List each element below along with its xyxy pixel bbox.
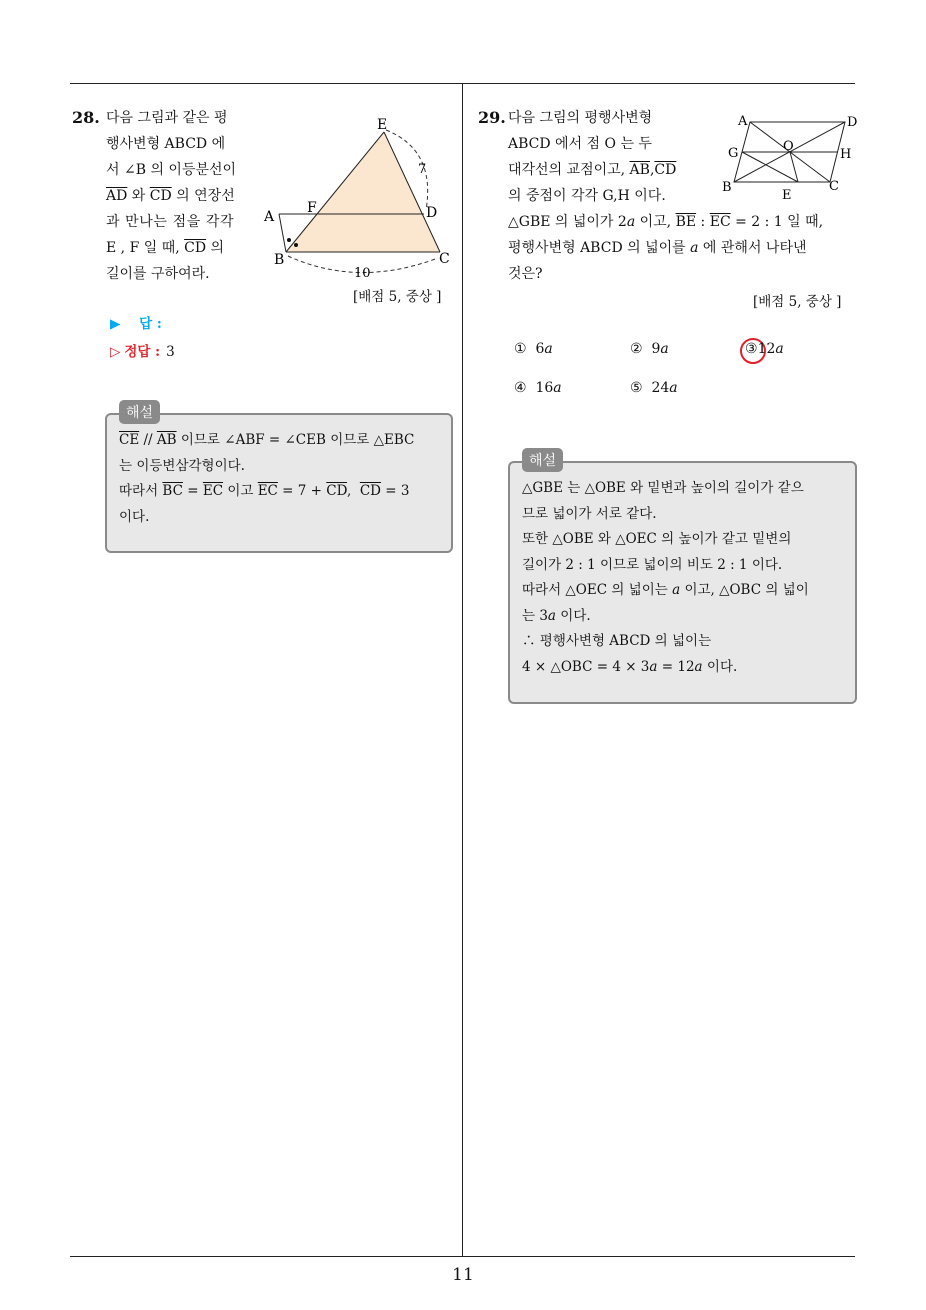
text: 이고 (223, 483, 258, 499)
q28-correct (110, 340, 175, 360)
explain-line: △GBE 는 △OBE 와 밑변과 높이의 길이가 같으 (522, 480, 804, 496)
segment-cd: $\overline{CD}$ (149, 188, 172, 204)
choice-value: 12 (757, 341, 776, 357)
segment-ec: $\overline{EC}$ (202, 483, 224, 499)
choice-number: ④ (514, 380, 527, 396)
label-o: O (783, 139, 794, 154)
segment-ab: $\overline{AB}$ (156, 432, 177, 448)
choice-1[interactable] (514, 341, 553, 357)
text: 이다. (702, 658, 738, 675)
angle-mark (294, 243, 298, 247)
segment-ce: $\overline{CE}$ (119, 432, 140, 448)
text: = 2 : 1 일 때, (730, 214, 824, 230)
q28-line2: 행사변형 ABCD 에 (106, 136, 226, 152)
text: 이므로 ∠ABF = ∠CEB 이므로 △EBC (176, 432, 415, 448)
choice-value: 6 (535, 341, 545, 357)
play-icon: ▶ (110, 316, 121, 332)
q29-line6 (508, 235, 807, 261)
text: 에 관해서 나타낸 (698, 240, 807, 256)
triangle-ebc-fill (286, 132, 440, 252)
text: E , F 일 때, (106, 240, 185, 256)
q28-line3: 서 ∠B 의 이등분선이 (106, 162, 237, 178)
q28-line4 (106, 183, 235, 209)
text: 대각선의 교점이고, (508, 162, 630, 178)
text: a (694, 658, 703, 675)
choice-number: ③ (745, 341, 758, 357)
q28-number: 28. (72, 108, 100, 127)
explain-line: 또한 △OBE 와 △OEC 의 높이가 같고 밑변의 (522, 531, 792, 547)
text: 는 3 (522, 607, 548, 624)
answer-label: 답 : (139, 316, 162, 332)
text: , (346, 483, 360, 499)
q29-line3 (508, 157, 676, 183)
label-b: B (722, 180, 732, 195)
label-g: G (728, 146, 739, 161)
segment-cd: $\overline{CD}$ (654, 162, 677, 178)
correct-value: 3 (166, 344, 175, 360)
segment-cd: $\overline{CD}$ (326, 483, 347, 499)
explain-line: 길이가 2 : 1 이므로 넓이의 비도 2 : 1 이다. (522, 556, 783, 573)
choice-variable: a (544, 341, 553, 357)
text: 와 (127, 188, 150, 204)
segment-ab (279, 214, 286, 252)
label-d: D (426, 205, 438, 221)
segment-ge (742, 152, 798, 182)
segment-be: $\overline{BE}$ (675, 214, 697, 230)
text: a (547, 607, 556, 624)
q29-line5 (508, 209, 823, 235)
explain-line: ∴ 평행사변형 ABCD 의 넓이는 (522, 633, 712, 649)
q29-line7: 것은? (508, 266, 543, 282)
text: 의 (206, 240, 225, 256)
q28-line6 (106, 235, 224, 261)
choice-5[interactable] (630, 380, 678, 396)
text: a (690, 240, 699, 256)
text: 의 연장선 (171, 188, 235, 204)
explain-line (522, 655, 843, 681)
label-e: E (782, 188, 792, 203)
segment-ec: $\overline{EC}$ (257, 483, 278, 499)
label-d: D (847, 115, 858, 130)
q29-number: 29. (478, 108, 506, 127)
q28-explanation (105, 413, 453, 553)
text: = 12 (657, 658, 695, 675)
text: : (696, 214, 710, 230)
segment-ad: $\overline{AD}$ (106, 188, 128, 204)
text: 이고, △OBC 의 넓이 (680, 582, 809, 598)
explain-line (522, 604, 843, 630)
segment-ec: $\overline{EC}$ (709, 214, 731, 230)
q28-explain-tag: 해설 (119, 400, 160, 424)
segment-cd: $\overline{CD}$ (184, 240, 207, 256)
segment-cd: $\overline{CD}$ (359, 483, 381, 499)
label-c: C (829, 179, 839, 194)
choice-2[interactable] (630, 341, 669, 357)
angle-mark (287, 238, 291, 242)
text: = (182, 483, 203, 499)
q29-explanation (508, 461, 857, 704)
q29-figure (720, 110, 860, 205)
explain-line: 므로 넓이가 서로 같다. (522, 505, 657, 522)
text: a (626, 214, 636, 230)
choice-value: 16 (535, 380, 554, 396)
explain-line (522, 578, 843, 604)
explain-line: 는 이등변삼각형이다. (119, 457, 245, 474)
play-outline-icon: ▷ (110, 344, 121, 360)
text: , (649, 162, 655, 178)
label-7: 7 (418, 162, 427, 177)
label-a: A (738, 114, 748, 129)
text: a (672, 582, 681, 598)
q28-line5: 과 만나는 점을 각각 (106, 214, 235, 230)
text: a (649, 658, 658, 675)
q29-line4: 의 중점이 각각 G,H 이다. (508, 188, 666, 204)
q29-line1: 다음 그림의 평행사변형 (508, 110, 653, 126)
q29-score: [배점 5, 중상 ] (753, 294, 842, 310)
choice-variable: a (775, 341, 784, 357)
correct-label: 정답 : (124, 344, 161, 360)
explain-line: 이다. (119, 508, 150, 525)
text: 이다. (555, 607, 591, 624)
choice-value: 24 (651, 380, 670, 396)
q28-line1: 다음 그림과 같은 평 (106, 110, 228, 126)
choice-variable: a (669, 380, 678, 396)
text: 평행사변형 ABCD 의 넓이를 (508, 240, 691, 256)
q29-line2: ABCD 에서 점 O 는 두 (508, 136, 652, 152)
text: // (139, 432, 157, 448)
choice-3[interactable] (745, 341, 784, 357)
label-10: 10 (354, 266, 371, 281)
choice-number: ① (514, 341, 527, 357)
text: = 7 + (277, 483, 327, 499)
q28-figure (258, 110, 458, 285)
text: 이고, (635, 214, 676, 230)
q28-answer (110, 312, 162, 332)
segment-ab: $\overline{AB}$ (629, 162, 650, 178)
q28-line7: 길이를 구하여라. (106, 266, 210, 282)
choice-variable: a (553, 380, 562, 396)
text: 따라서 △OEC 의 넓이는 (522, 582, 673, 598)
choice-value: 9 (651, 341, 661, 357)
q28-score: [배점 5, 중상 ] (353, 289, 442, 305)
choice-variable: a (660, 341, 669, 357)
text: 4 × △OBC = 4 × 3 (522, 658, 650, 675)
explain-line (119, 428, 439, 454)
label-c: C (439, 251, 450, 267)
label-a: A (264, 209, 275, 225)
label-e: E (377, 117, 388, 133)
label-h: H (840, 147, 852, 162)
column-divider (462, 83, 463, 1257)
q29-explain-tag: 해설 (522, 448, 563, 472)
choice-number: ② (630, 341, 643, 357)
choice-4[interactable] (514, 380, 562, 396)
text: △GBE 의 넓이가 2 (508, 214, 627, 230)
explain-line (119, 479, 439, 505)
text: 따라서 (119, 483, 163, 499)
label-b: B (274, 252, 285, 268)
page-number: 11 (452, 1265, 474, 1285)
segment-bc: $\overline{BC}$ (162, 483, 183, 499)
text: = 3 (380, 483, 410, 499)
choice-number: ⑤ (630, 380, 643, 396)
label-f: F (307, 200, 317, 216)
